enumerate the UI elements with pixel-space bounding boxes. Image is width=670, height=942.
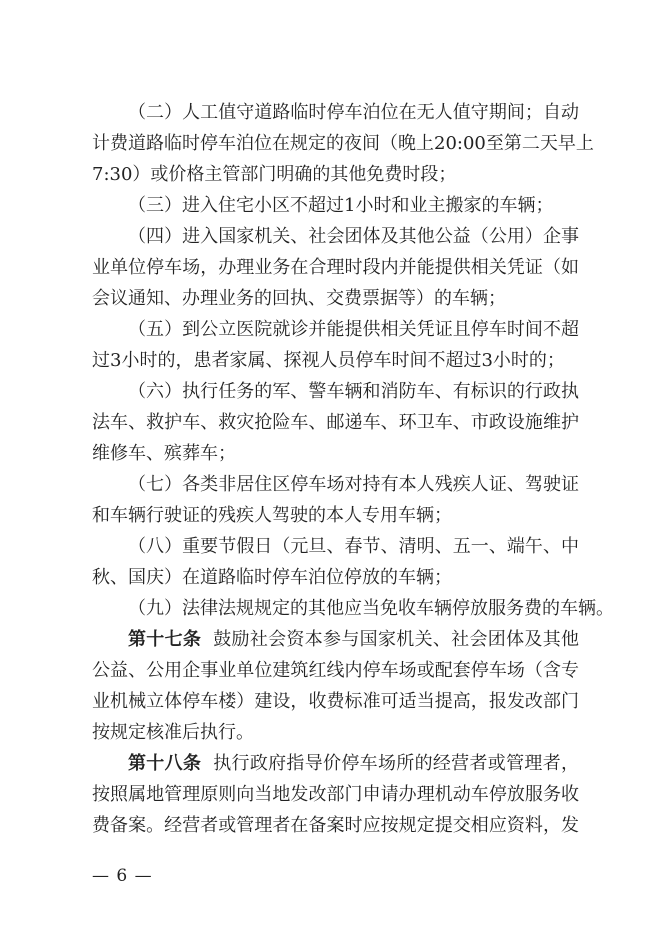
text-line [92, 531, 579, 562]
document-body [92, 97, 614, 841]
line-text: 费备案。经营者或管理者在备案时应按规定提交相应资料，发 [92, 815, 579, 836]
text-line [92, 252, 579, 283]
text-line [92, 376, 579, 407]
text-line [92, 438, 579, 469]
article-heading: 第十七条 [128, 629, 202, 650]
line-text: （三）进入住宅小区不超过1小时和业主搬家的车辆； [128, 195, 554, 216]
line-text: （六）执行任务的军、警车辆和消防车、有标识的行政执 [128, 381, 579, 402]
text-line [92, 345, 579, 376]
line-text: （八）重要节假日（元旦、春节、清明、五一、端午、中 [128, 536, 579, 557]
line-text: 业单位停车场，办理业务在合理时段内并能提供相关凭证（如 [92, 257, 579, 278]
line-text: 公益、公用企事业单位建筑红线内停车场或配套停车场（含专 [92, 660, 579, 681]
text-line [92, 624, 579, 655]
line-text: 按规定核准后执行。 [92, 722, 254, 743]
line-text: 法车、救护车、救灾抢险车、邮递车、环卫车、市政设施维护 [92, 412, 579, 433]
line-text: （五）到公立医院就诊并能提供相关凭证且停车时间不超 [128, 319, 579, 340]
page-number: — 6 — [92, 866, 153, 886]
line-text: 按照属地管理原则向当地发改部门申请办理机动车停放服务收 [92, 784, 579, 805]
text-line [92, 686, 579, 717]
text-line [92, 190, 579, 221]
line-text: （九）法律法规规定的其他应当免收车辆停放服务费的车辆。 [128, 598, 614, 619]
line-text: 维修车、殡葬车； [92, 443, 236, 464]
text-line [92, 221, 579, 252]
line-text: 执行政府指导价停车场所的经营者或管理者， [213, 753, 579, 774]
text-line [92, 407, 579, 438]
line-text: 和车辆行驶证的残疾人驾驶的本人专用车辆； [92, 505, 452, 526]
text-line [92, 128, 594, 159]
text-line [92, 810, 579, 841]
line-text: （七）各类非居住区停车场对持有本人残疾人证、驾驶证 [128, 474, 579, 495]
line-text: 7:30）或价格主管部门明确的其他免费时段； [92, 164, 457, 185]
line-text: （四）进入国家机关、社会团体及其他公益（公用）企事 [128, 226, 579, 247]
text-line [92, 314, 579, 345]
text-line [92, 717, 579, 748]
text-line [92, 159, 579, 190]
text-line [92, 562, 579, 593]
line-text: 会议通知、办理业务的回执、交费票据等）的车辆； [92, 288, 506, 309]
text-line [92, 748, 579, 779]
text-line [92, 779, 579, 810]
line-text: 过3小时的，患者家属、探视人员停车时间不超过3小时的； [92, 350, 565, 371]
text-line [92, 469, 579, 500]
line-text: 鼓励社会资本参与国家机关、社会团体及其他 [213, 629, 579, 650]
text-line [92, 593, 614, 624]
line-text: 计费道路临时停车泊位在规定的夜间（晚上20:00至第二天早上 [92, 133, 594, 154]
line-text: （二）人工值守道路临时停车泊位在无人值守期间；自动 [128, 102, 579, 123]
article-heading: 第十八条 [128, 753, 202, 774]
text-line [92, 97, 579, 128]
text-line [92, 500, 579, 531]
text-line [92, 655, 579, 686]
text-line [92, 283, 579, 314]
line-text: 业机械立体停车楼）建设，收费标准可适当提高，报发改部门 [92, 691, 579, 712]
line-text: 秋、国庆）在道路临时停车泊位停放的车辆； [92, 567, 452, 588]
